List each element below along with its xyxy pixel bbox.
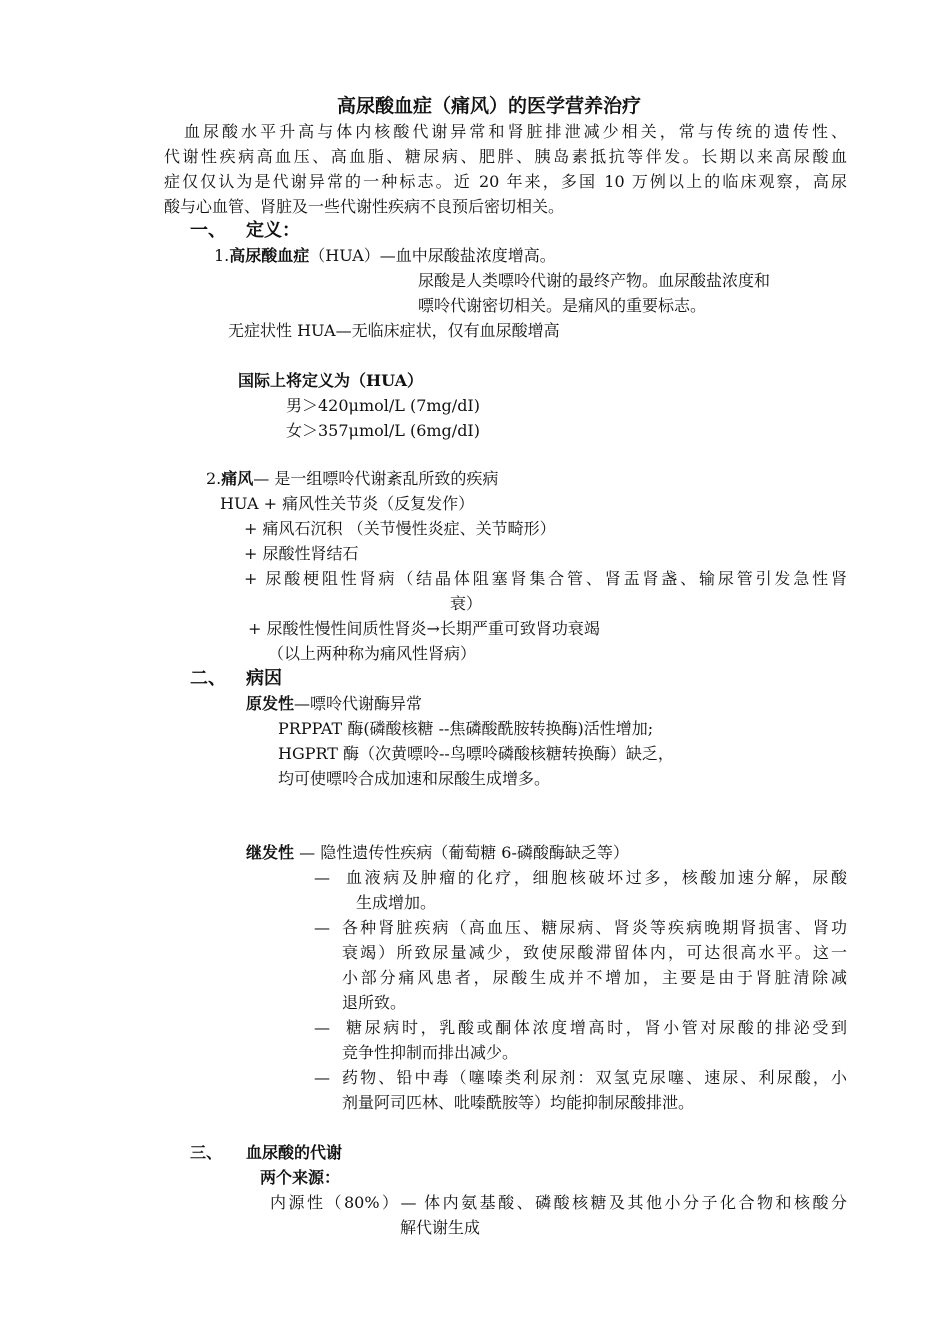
- secondary-1-line-2: 生成增加。: [356, 893, 437, 912]
- secondary-3-line-1: 糖尿病时，乳酸或酮体浓度增高时，肾小管对尿酸的排泌受到: [346, 1018, 847, 1037]
- secondary-dash-2: —: [314, 918, 330, 937]
- page-title: 高尿酸血症（痛风）的医学营养治疗: [337, 95, 642, 117]
- def-note-line-1: 尿酸是人类嘌呤代谢的最终产物。血尿酸盐浓度和: [418, 271, 771, 290]
- prppat-line: PRPPAT 酶(磷酸核糖 --焦磷酸酰胺转换酶)活性增加;: [278, 719, 654, 738]
- secondary-3-line-2: 竞争性抑制而排出减少。: [342, 1043, 519, 1062]
- gout-hua-arthritis: HUA + 痛风性关节炎（反复发作）: [220, 494, 475, 513]
- secondary-cause: [246, 841, 629, 865]
- male-threshold: 男＞420μmol/L (7mg/dI): [286, 396, 480, 415]
- section-1-number: 一、: [190, 220, 226, 241]
- secondary-2-line-1: 各种肾脏疾病（高血压、糖尿病、肾炎等疾病晚期肾损害、肾功: [342, 918, 847, 937]
- two-sources-heading: 两个来源：: [260, 1168, 341, 1187]
- intro-line-3: 症仅仅认为是代谢异常的一种标志。近 20 年来，多国 10 万例以上的临床观察，高尿: [164, 172, 847, 191]
- intro-line-2: 代谢性疾病高血压、高血脂、糖尿病、肥胖、胰岛素抵抗等伴发。长期以来高尿酸血: [164, 147, 847, 166]
- def-note-line-2: 嘌呤代谢密切相关。是痛风的重要标志。: [418, 296, 707, 315]
- def-item-2-text: — 是一组嘌呤代谢紊乱所致的疾病: [253, 469, 499, 488]
- gout-nephropathy-note: （以上两种称为痛风性肾病）: [268, 644, 477, 663]
- secondary-4-line-2: 剂量阿司匹林、吡嗪酰胺等）均能抑制尿酸排泄。: [342, 1093, 695, 1112]
- secondary-dash-4: —: [314, 1068, 330, 1087]
- female-threshold: 女＞357μmol/L (6mg/dI): [286, 421, 480, 440]
- gout-obstructive-nephropathy-cont: 衰）: [450, 594, 483, 613]
- def-item-1: [214, 244, 556, 268]
- secondary-cause-term: 继发性: [246, 843, 295, 862]
- def-item-1-term: 高尿酸血症: [229, 246, 310, 265]
- gout-obstructive-nephropathy: + 尿酸梗阻性肾病（结晶体阻塞肾集合管、肾盂肾盏、输尿管引发急性肾: [244, 569, 847, 588]
- def-item-1-text: （HUA）—血中尿酸盐浓度增高。: [309, 246, 556, 265]
- primary-result-line: 均可使嘌呤合成加速和尿酸生成增多。: [278, 769, 551, 788]
- secondary-2-line-3: 小部分痛风患者，尿酸生成并不增加，主要是由于肾脏清除减: [342, 968, 847, 987]
- secondary-cause-text: — 隐性遗传性疾病（葡萄糖 6-磷酸酶缺乏等）: [294, 843, 629, 862]
- def-item-2-term: 痛风: [221, 469, 254, 488]
- endogenous-line-1: 内源性（80%）— 体内氨基酸、磷酸核糖及其他小分子化合物和核酸分: [270, 1193, 847, 1212]
- secondary-dash-3: —: [314, 1018, 330, 1037]
- gout-interstitial-nephritis: + 尿酸性慢性间质性肾炎→长期严重可致肾功衰竭: [248, 619, 600, 638]
- def-item-1-number: 1.: [214, 246, 230, 265]
- intro-line-4: 酸与心血管、肾脏及一些代谢性疾病不良预后密切相关。: [164, 197, 565, 216]
- section-1-heading: 定义：: [246, 220, 300, 241]
- def-item-2: [206, 467, 498, 491]
- gout-tophi: + 痛风石沉积 （关节慢性炎症、关节畸形）: [244, 519, 556, 538]
- def-item-2-number: 2.: [206, 469, 222, 488]
- secondary-2-line-4: 退所致。: [342, 993, 407, 1012]
- section-2-number: 二、: [190, 668, 226, 689]
- section-3-number: 三、: [190, 1143, 223, 1162]
- hgprt-line: HGPRT 酶（次黄嘌呤--鸟嘌呤磷酸核糖转换酶）缺乏，: [278, 744, 674, 763]
- primary-cause-text: —嘌呤代谢酶异常: [294, 694, 423, 713]
- secondary-2-line-2: 衰竭）所致尿量减少，致使尿酸滞留体内，可达很高水平。这一: [342, 943, 847, 962]
- gout-kidney-stones: + 尿酸性肾结石: [244, 544, 359, 563]
- secondary-4-line-1: 药物、铅中毒（噻嗪类利尿剂：双氢克尿噻、速尿、利尿酸，小: [342, 1068, 847, 1087]
- intro-line-1: 血尿酸水平升高与体内核酸代谢异常和肾脏排泄减少相关，常与传统的遗传性、: [184, 122, 847, 141]
- section-2-heading: 病因: [246, 668, 282, 689]
- primary-cause: [246, 692, 422, 716]
- secondary-dash-1: —: [314, 868, 330, 887]
- primary-cause-term: 原发性: [246, 694, 295, 713]
- section-3-heading: 血尿酸的代谢: [246, 1143, 343, 1162]
- secondary-1-line-1: 血液病及肿瘤的化疗，细胞核破坏过多，核酸加速分解，尿酸: [346, 868, 847, 887]
- endogenous-line-2: 解代谢生成: [400, 1218, 481, 1237]
- asymptomatic-hua: 无症状性 HUA—无临床症状，仅有血尿酸增高: [228, 321, 560, 340]
- intl-definition-heading: 国际上将定义为（HUA）: [238, 371, 423, 390]
